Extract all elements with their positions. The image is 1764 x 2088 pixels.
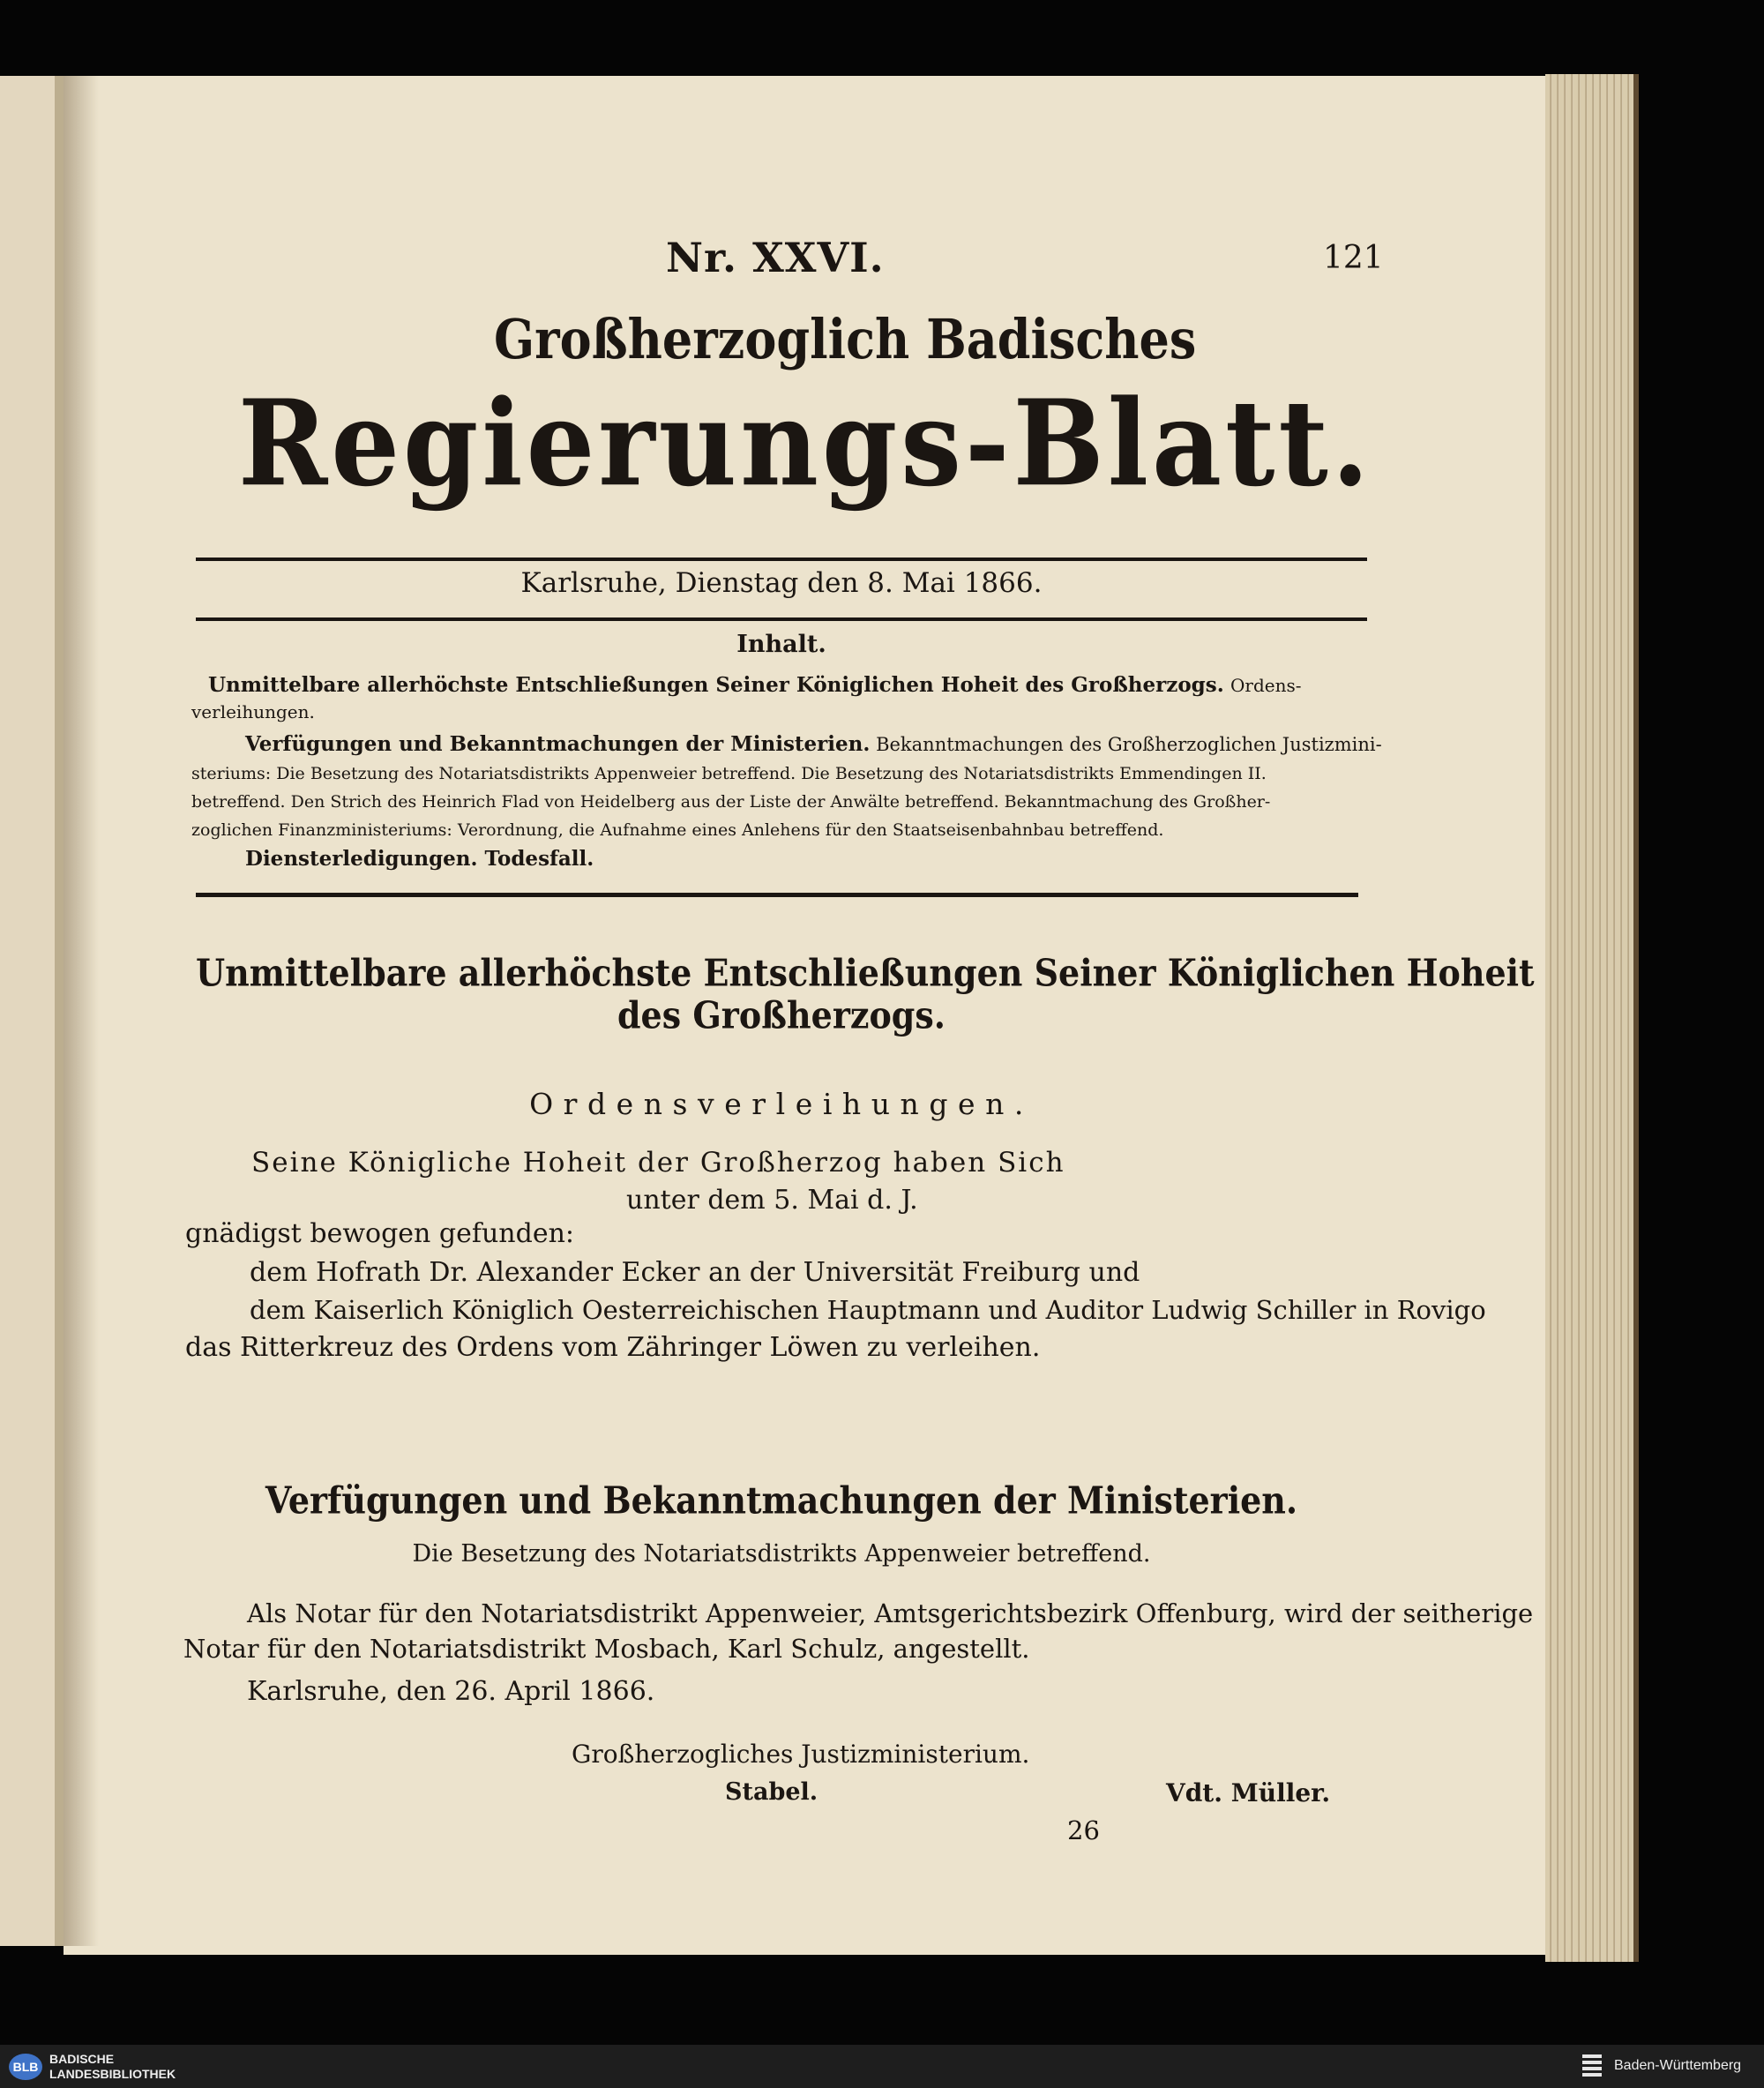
contents-block-2-rest: Bekanntmachungen des Großherzoglichen Justizmini- xyxy=(876,734,1382,755)
contents-block-2-line-2: steriums: Die Besetzung des Notariatsdistrikts Appenweier betreffend. Die Besetzung des Notariatsdistrikts Emmendingen II. xyxy=(191,764,1267,783)
contents-line-1-bold: Unmittelbare allerhöchste Entschließungen Seiner Königlichen Hoheit des Großherzogs. xyxy=(208,673,1224,697)
contents-block-2-bold: Verfügungen und Bekanntmachungen der Ministerien. xyxy=(245,732,871,756)
section-2-date: Karlsruhe, den 26. April 1866. xyxy=(247,1676,655,1707)
contents-heading: Inhalt. xyxy=(736,631,826,658)
header-rule-top xyxy=(196,558,1367,561)
contents-line-2: verleihungen. xyxy=(191,701,315,722)
contents-block-2-line-1 xyxy=(245,732,1382,756)
issue-number: Nr. XXVI. xyxy=(666,234,885,281)
library-name: BADISCHE LANDESBIBLIOTHEK xyxy=(49,2052,176,2081)
section-2-subheading: Die Besetzung des Notariatsdistrikts Appenweier betreffend. xyxy=(412,1540,1151,1568)
gutter-shadow xyxy=(64,76,99,1946)
baden-wuerttemberg-logo-icon[interactable] xyxy=(1579,2052,1605,2080)
section-1-heading-line-2: des Großherzogs. xyxy=(617,992,946,1037)
section-2-body-line-2: Notar für den Notariatsdistrikt Mosbach, Karl Schulz, angestellt. xyxy=(183,1634,1030,1664)
section-2-heading: Verfügungen und Bekanntmachungen der Ministerien. xyxy=(265,1478,1298,1523)
signature-right: Vdt. Müller. xyxy=(1166,1778,1331,1807)
section-1-line-4: dem Hofrath Dr. Alexander Ecker an der Universität Freiburg und xyxy=(250,1257,1140,1288)
footer-bar xyxy=(0,2045,1764,2088)
section-1-subheading: Ordensverleihungen. xyxy=(529,1087,1034,1121)
contents-line-1-rest: Ordens- xyxy=(1230,675,1302,696)
section-1-line-3: gnädigst bewogen gefunden: xyxy=(185,1218,575,1249)
section-2-ministry: Großherzogliches Justizministerium. xyxy=(572,1740,1030,1769)
contents-block-2-line-4: zoglichen Finanzministeriums: Verordnung, die Aufnahme eines Anlehens für den Staatseisenbahnbau betreffend. xyxy=(191,820,1164,840)
dateline: Karlsruhe, Dienstag den 8. Mai 1866. xyxy=(520,567,1043,599)
page-number: 121 xyxy=(1323,240,1384,276)
page-stack-edge xyxy=(1545,74,1639,1962)
blb-logo[interactable]: BLB xyxy=(9,2054,42,2080)
contents-line-1 xyxy=(208,673,1302,697)
section-1-line-2: unter dem 5. Mai d. J. xyxy=(626,1185,918,1216)
header-rule-bottom xyxy=(196,617,1367,621)
state-name: Baden-Württemberg xyxy=(1614,2058,1742,2073)
gazette-subtitle: Großherzoglich Badisches xyxy=(494,306,1197,371)
section-1-heading-line-1: Unmittelbare allerhöchste Entschließungen Seiner Königlichen Hoheit xyxy=(196,950,1535,995)
section-1-line-6: das Ritterkreuz des Ordens vom Zähringer Löwen zu verleihen. xyxy=(185,1332,1041,1363)
contents-block-2-line-3: betreffend. Den Strich des Heinrich Flad von Heidelberg aus der Liste der Anwälte betreffend. Bekanntmachung des Großher- xyxy=(191,792,1271,812)
section-1-line-5: dem Kaiserlich Königlich Oesterreichischen Hauptmann und Auditor Ludwig Schiller in Rovigo xyxy=(250,1295,1486,1325)
section-2-body-line-1: Als Notar für den Notariatsdistrikt Appenweier, Amtsgerichtsbezirk Offenburg, wird der seitherige xyxy=(247,1598,1534,1628)
contents-rule xyxy=(196,893,1358,897)
sheet-number: 26 xyxy=(1067,1815,1100,1845)
contents-block-3: Diensterledigungen. Todesfall. xyxy=(245,847,594,871)
section-1-line-1: Seine Königliche Hoheit der Großherzog haben Sich xyxy=(251,1147,1065,1179)
gazette-title: Regierungs-Blatt. xyxy=(238,372,1373,513)
left-page-margin xyxy=(55,76,64,1946)
signature-left: Stabel. xyxy=(725,1778,818,1806)
